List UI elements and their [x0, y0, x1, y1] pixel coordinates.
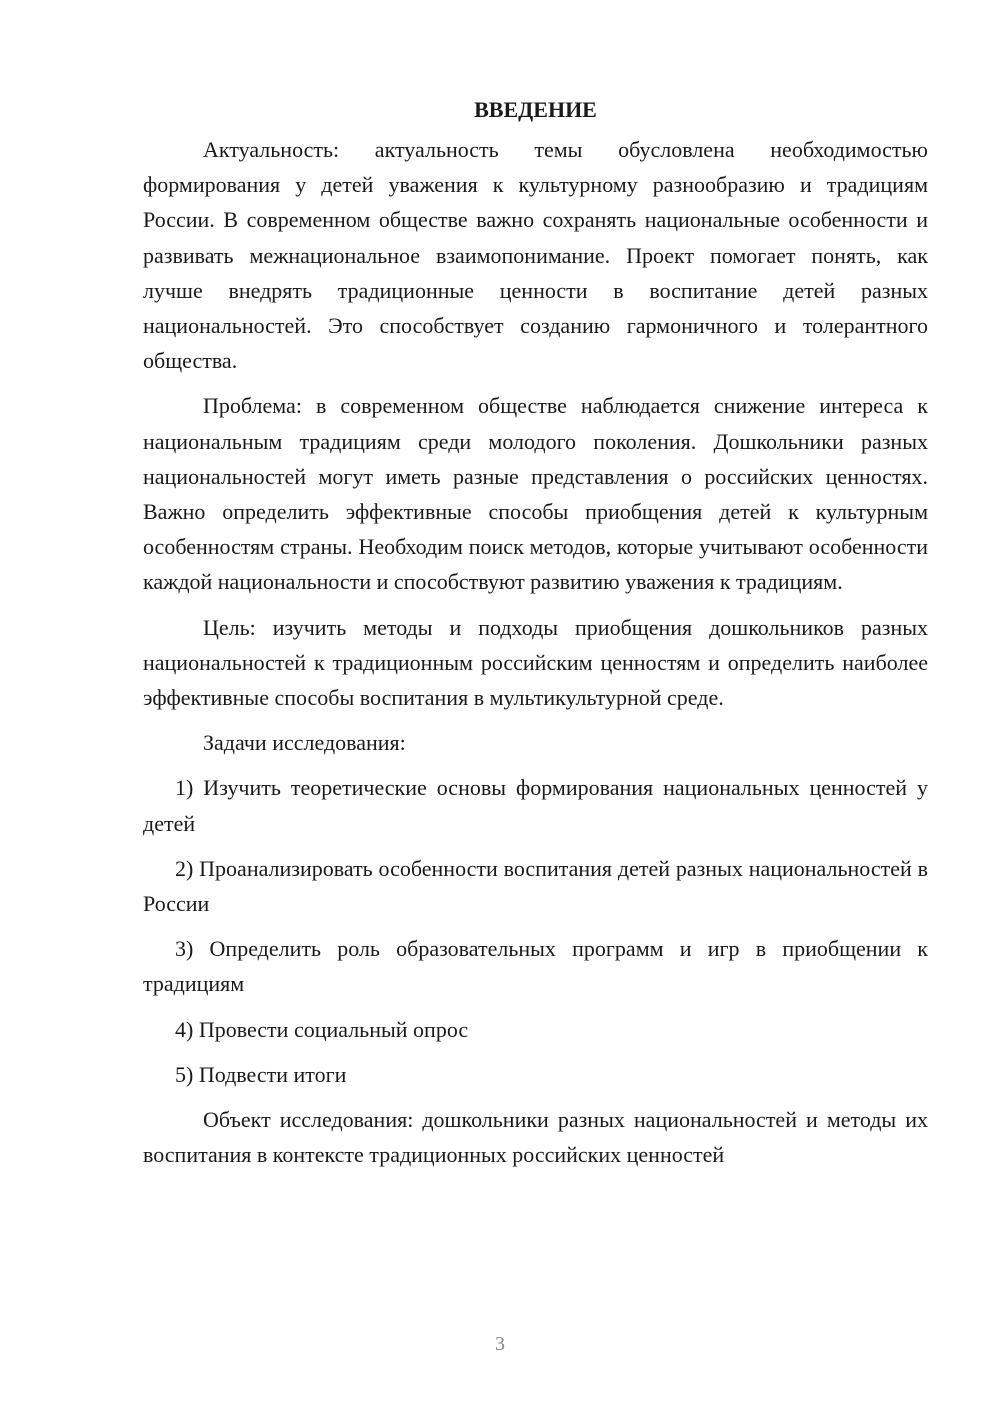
page-number: 3 — [495, 1333, 505, 1355]
relevance-paragraph: Актуальность: актуальность темы обусловлена необходимостью формирования у детей уважения к культурному разнообразию и традициям России. В современном обществе важно сохранять национальные особенности и развивать межнациональное взаимопонимание. Проект помогает понять, как лучше внедрять традиционные ценности в воспитание детей разных национальностей. Это способствует созданию гармоничного и толерантного общества. — [143, 137, 928, 374]
tasks-list — [143, 770, 928, 1092]
task-item: 3) Определить роль образовательных программ и игр в приобщении к традициям — [143, 936, 928, 997]
problem-paragraph: Проблема: в современном обществе наблюдается снижение интереса к национальным традициям среди молодого поколения. Дошкольники разных национальностей могут иметь разные представления о российских ценностях. Важно определить эффективные способы приобщения детей к культурным особенностям страны. Необходим поиск методов, которые учитывают особенности каждой национальности и способствуют развитию уважения к традициям. — [143, 393, 928, 595]
section-heading: ВВЕДЕНИЕ — [474, 97, 597, 122]
goal-paragraph: Цель: изучить методы и подходы приобщения дошкольников разных национальностей к традиционным российским ценностям и определить наиболее эффективные способы воспитания в мультикультурной среде. — [143, 614, 928, 711]
task-item: 1) Изучить теоретические основы формирования национальных ценностей у детей — [143, 775, 928, 836]
task-item: 2) Проанализировать особенности воспитания детей разных национальностей в России — [143, 855, 928, 917]
page-content — [143, 92, 928, 1182]
object-paragraph: Объект исследования: дошкольники разных национальностей и методы их воспитания в контексте традиционных российских ценностей — [143, 1107, 928, 1168]
task-item: 5) Подвести итоги — [175, 1061, 347, 1087]
task-item: 4) Провести социальный опрос — [175, 1016, 469, 1042]
tasks-label: Задачи исследования: — [203, 730, 406, 756]
